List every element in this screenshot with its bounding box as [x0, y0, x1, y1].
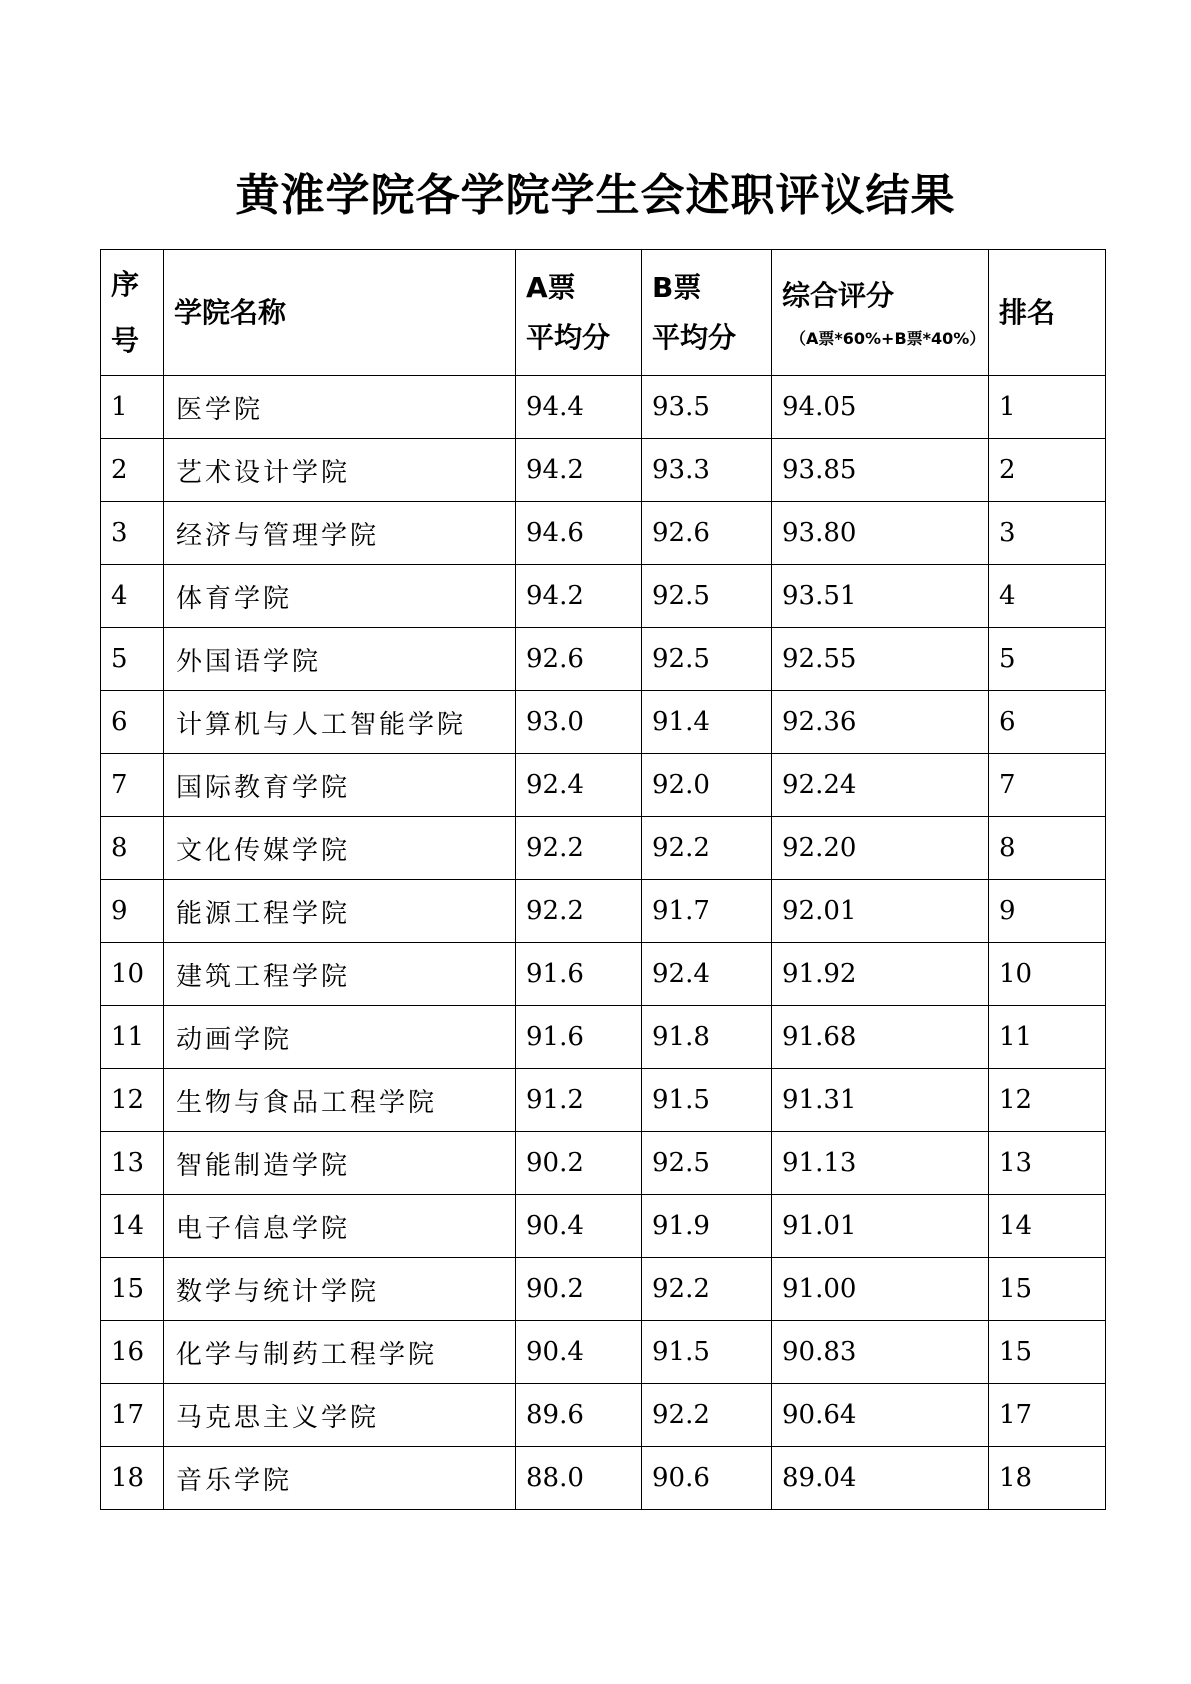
cell-rank-text: 12 — [999, 1085, 1033, 1115]
cell-b-score — [642, 754, 772, 817]
cell-rank-text: 6 — [999, 707, 1016, 737]
cell-a-score-text: 93.0 — [526, 707, 584, 737]
cell-seq — [101, 1195, 164, 1258]
header-seq-line2: 号 — [111, 323, 140, 357]
table-row — [101, 1384, 1106, 1447]
cell-a-score-text: 92.6 — [526, 644, 584, 674]
cell-college-name-text: 生物与食品工程学院 — [176, 1087, 438, 1118]
cell-seq-text: 2 — [111, 455, 128, 485]
cell-seq-text: 1 — [111, 392, 128, 422]
cell-college-name — [164, 1069, 516, 1132]
cell-a-score — [516, 502, 642, 565]
table-row — [101, 1069, 1106, 1132]
cell-total-score-text: 91.31 — [782, 1085, 857, 1115]
cell-rank-text: 15 — [999, 1337, 1033, 1367]
cell-total-score — [772, 376, 989, 439]
cell-a-score-text: 94.2 — [526, 581, 584, 611]
cell-a-score — [516, 1069, 642, 1132]
cell-college-name-text: 音乐学院 — [176, 1465, 293, 1496]
table-row — [101, 943, 1106, 1006]
cell-total-score-text: 93.51 — [782, 581, 857, 611]
cell-seq-text: 7 — [111, 770, 128, 800]
cell-college-name-text: 医学院 — [176, 394, 264, 425]
cell-b-score-text: 91.5 — [652, 1337, 710, 1367]
cell-seq — [101, 439, 164, 502]
cell-seq — [101, 1447, 164, 1510]
cell-b-score-text: 93.3 — [652, 455, 710, 485]
cell-b-score-text: 90.6 — [652, 1463, 710, 1493]
cell-rank-text: 18 — [999, 1463, 1033, 1493]
cell-a-score-text: 91.2 — [526, 1085, 584, 1115]
cell-total-score-text: 92.24 — [782, 770, 857, 800]
page-title: 黄淮学院各学院学生会述职评议结果 — [235, 170, 956, 221]
header-b-line2: 平均分 — [652, 320, 737, 354]
header-score-label: 综合评分 — [782, 278, 895, 312]
cell-total-score — [772, 439, 989, 502]
table-row — [101, 1195, 1106, 1258]
cell-b-score-text: 92.2 — [652, 833, 710, 863]
cell-seq — [101, 880, 164, 943]
cell-college-name — [164, 817, 516, 880]
cell-seq — [101, 502, 164, 565]
cell-college-name — [164, 628, 516, 691]
cell-total-score — [772, 1321, 989, 1384]
table-row — [101, 1132, 1106, 1195]
cell-rank — [989, 943, 1106, 1006]
cell-a-score-text: 88.0 — [526, 1463, 584, 1493]
cell-seq-text: 8 — [111, 833, 128, 863]
cell-total-score-text: 90.83 — [782, 1337, 857, 1367]
cell-rank-text: 5 — [999, 644, 1016, 674]
cell-total-score — [772, 754, 989, 817]
cell-seq-text: 5 — [111, 644, 128, 674]
cell-rank-text: 2 — [999, 455, 1016, 485]
cell-b-score — [642, 817, 772, 880]
cell-rank — [989, 754, 1106, 817]
cell-total-score — [772, 817, 989, 880]
cell-a-score — [516, 1132, 642, 1195]
cell-college-name-text: 电子信息学院 — [176, 1213, 351, 1244]
cell-college-name — [164, 943, 516, 1006]
cell-a-score — [516, 1447, 642, 1510]
header-a-score — [516, 250, 642, 376]
header-a-line2: 平均分 — [526, 320, 611, 354]
cell-b-score — [642, 1447, 772, 1510]
cell-total-score — [772, 691, 989, 754]
cell-seq — [101, 817, 164, 880]
cell-seq — [101, 1321, 164, 1384]
cell-college-name-text: 动画学院 — [176, 1024, 293, 1055]
cell-rank — [989, 439, 1106, 502]
cell-rank-text: 9 — [999, 896, 1016, 926]
cell-college-name-text: 文化传媒学院 — [176, 835, 351, 866]
cell-b-score — [642, 376, 772, 439]
cell-total-score — [772, 1258, 989, 1321]
cell-total-score — [772, 1006, 989, 1069]
cell-seq — [101, 943, 164, 1006]
cell-a-score — [516, 817, 642, 880]
cell-a-score — [516, 691, 642, 754]
cell-college-name — [164, 1132, 516, 1195]
table-row — [101, 439, 1106, 502]
cell-total-score-text: 91.01 — [782, 1211, 857, 1241]
header-row — [101, 250, 1106, 376]
cell-b-score — [642, 439, 772, 502]
cell-college-name-text: 智能制造学院 — [176, 1150, 351, 1181]
cell-b-score-text: 91.8 — [652, 1022, 710, 1052]
cell-a-score-text: 90.2 — [526, 1148, 584, 1178]
cell-rank-text: 8 — [999, 833, 1016, 863]
cell-college-name — [164, 1195, 516, 1258]
cell-a-score-text: 92.4 — [526, 770, 584, 800]
cell-rank — [989, 1069, 1106, 1132]
cell-b-score-text: 92.2 — [652, 1400, 710, 1430]
cell-a-score — [516, 1006, 642, 1069]
cell-total-score-text: 92.01 — [782, 896, 857, 926]
cell-rank — [989, 565, 1106, 628]
cell-rank-text: 10 — [999, 959, 1033, 989]
cell-b-score — [642, 628, 772, 691]
cell-b-score-text: 91.4 — [652, 707, 710, 737]
header-b-line1: B票 — [652, 270, 702, 304]
cell-total-score — [772, 502, 989, 565]
cell-rank — [989, 628, 1106, 691]
table-row — [101, 1258, 1106, 1321]
cell-b-score — [642, 1195, 772, 1258]
cell-total-score-text: 92.36 — [782, 707, 857, 737]
cell-a-score — [516, 880, 642, 943]
cell-college-name-text: 建筑工程学院 — [176, 961, 351, 992]
cell-a-score-text: 90.4 — [526, 1211, 584, 1241]
cell-total-score-text: 91.13 — [782, 1148, 857, 1178]
cell-a-score — [516, 1321, 642, 1384]
cell-college-name-text: 艺术设计学院 — [176, 457, 351, 488]
cell-rank — [989, 880, 1106, 943]
cell-b-score-text: 91.9 — [652, 1211, 710, 1241]
cell-b-score — [642, 691, 772, 754]
header-seq-line1: 序 — [111, 267, 140, 301]
cell-seq-text: 9 — [111, 896, 128, 926]
cell-a-score — [516, 628, 642, 691]
cell-total-score-text: 91.00 — [782, 1274, 857, 1304]
cell-college-name — [164, 502, 516, 565]
cell-college-name-text: 计算机与人工智能学院 — [176, 709, 467, 740]
cell-rank — [989, 502, 1106, 565]
cell-a-score — [516, 1384, 642, 1447]
cell-college-name — [164, 880, 516, 943]
cell-b-score — [642, 1006, 772, 1069]
cell-total-score-text: 92.55 — [782, 644, 857, 674]
cell-rank-text: 7 — [999, 770, 1016, 800]
cell-b-score-text: 92.4 — [652, 959, 710, 989]
cell-total-score-text: 90.64 — [782, 1400, 857, 1430]
header-rank-label: 排名 — [999, 295, 1056, 329]
cell-college-name-text: 马克思主义学院 — [176, 1402, 380, 1433]
cell-seq — [101, 1006, 164, 1069]
cell-seq-text: 4 — [111, 581, 128, 611]
cell-seq — [101, 1069, 164, 1132]
cell-a-score-text: 89.6 — [526, 1400, 584, 1430]
cell-rank — [989, 691, 1106, 754]
table-row — [101, 880, 1106, 943]
cell-college-name — [164, 1258, 516, 1321]
table-row — [101, 502, 1106, 565]
cell-college-name — [164, 376, 516, 439]
cell-college-name-text: 体育学院 — [176, 583, 293, 614]
cell-college-name-text: 化学与制药工程学院 — [176, 1339, 438, 1370]
cell-total-score — [772, 1195, 989, 1258]
table-row — [101, 817, 1106, 880]
cell-rank-text: 14 — [999, 1211, 1033, 1241]
header-total-score — [772, 250, 989, 376]
cell-total-score — [772, 1132, 989, 1195]
cell-rank — [989, 376, 1106, 439]
cell-total-score — [772, 943, 989, 1006]
cell-a-score-text: 94.6 — [526, 518, 584, 548]
cell-college-name — [164, 1384, 516, 1447]
results-table — [100, 249, 1106, 1510]
cell-seq-text: 17 — [111, 1400, 145, 1430]
cell-b-score-text: 92.6 — [652, 518, 710, 548]
cell-rank-text: 15 — [999, 1274, 1033, 1304]
cell-seq — [101, 1384, 164, 1447]
cell-total-score-text: 94.05 — [782, 392, 857, 422]
cell-b-score-text: 91.5 — [652, 1085, 710, 1115]
cell-total-score — [772, 565, 989, 628]
cell-rank-text: 1 — [999, 392, 1016, 422]
cell-seq — [101, 1258, 164, 1321]
table-row — [101, 691, 1106, 754]
cell-seq-text: 6 — [111, 707, 128, 737]
cell-rank — [989, 1384, 1106, 1447]
cell-b-score — [642, 565, 772, 628]
cell-b-score — [642, 943, 772, 1006]
cell-b-score — [642, 1069, 772, 1132]
header-a-line1: A票 — [526, 270, 576, 304]
cell-b-score-text: 92.5 — [652, 581, 710, 611]
cell-b-score-text: 92.5 — [652, 1148, 710, 1178]
cell-total-score — [772, 628, 989, 691]
cell-seq — [101, 565, 164, 628]
header-name-label: 学院名称 — [174, 295, 287, 329]
cell-a-score — [516, 1195, 642, 1258]
cell-rank-text: 3 — [999, 518, 1016, 548]
cell-b-score-text: 92.0 — [652, 770, 710, 800]
cell-rank — [989, 1195, 1106, 1258]
cell-seq-text: 11 — [111, 1022, 145, 1052]
cell-a-score — [516, 439, 642, 502]
cell-a-score — [516, 1258, 642, 1321]
cell-college-name — [164, 1447, 516, 1510]
cell-total-score-text: 92.20 — [782, 833, 857, 863]
cell-seq — [101, 628, 164, 691]
table-row — [101, 754, 1106, 817]
cell-seq-text: 12 — [111, 1085, 145, 1115]
cell-rank-text: 11 — [999, 1022, 1033, 1052]
cell-seq-text: 16 — [111, 1337, 145, 1367]
cell-b-score — [642, 1321, 772, 1384]
table-row — [101, 628, 1106, 691]
cell-total-score-text: 93.85 — [782, 455, 857, 485]
cell-b-score-text: 93.5 — [652, 392, 710, 422]
cell-seq-text: 15 — [111, 1274, 145, 1304]
cell-college-name-text: 经济与管理学院 — [176, 520, 380, 551]
cell-college-name-text: 数学与统计学院 — [176, 1276, 380, 1307]
cell-college-name-text: 国际教育学院 — [176, 772, 351, 803]
cell-a-score-text: 94.2 — [526, 455, 584, 485]
table-row — [101, 376, 1106, 439]
cell-total-score — [772, 880, 989, 943]
cell-a-score-text: 90.4 — [526, 1337, 584, 1367]
header-seq — [101, 250, 164, 376]
cell-b-score-text: 92.2 — [652, 1274, 710, 1304]
cell-rank — [989, 1258, 1106, 1321]
cell-seq-text: 10 — [111, 959, 145, 989]
cell-seq — [101, 691, 164, 754]
cell-seq — [101, 1132, 164, 1195]
cell-college-name — [164, 1006, 516, 1069]
cell-b-score-text: 91.7 — [652, 896, 710, 926]
cell-b-score — [642, 1258, 772, 1321]
header-name — [164, 250, 516, 376]
cell-college-name — [164, 565, 516, 628]
cell-a-score-text: 91.6 — [526, 1022, 584, 1052]
cell-college-name — [164, 439, 516, 502]
cell-a-score-text: 90.2 — [526, 1274, 584, 1304]
cell-total-score-text: 89.04 — [782, 1463, 857, 1493]
cell-rank-text: 17 — [999, 1400, 1033, 1430]
cell-total-score-text: 93.80 — [782, 518, 857, 548]
cell-total-score — [772, 1384, 989, 1447]
cell-total-score-text: 91.68 — [782, 1022, 857, 1052]
cell-total-score-text: 91.92 — [782, 959, 857, 989]
header-score-formula: （A票*60%+B票*40%） — [790, 328, 986, 348]
table-row — [101, 565, 1106, 628]
table-row — [101, 1006, 1106, 1069]
cell-b-score — [642, 880, 772, 943]
cell-b-score — [642, 1384, 772, 1447]
cell-rank-text: 13 — [999, 1148, 1033, 1178]
cell-a-score — [516, 376, 642, 439]
cell-rank-text: 4 — [999, 581, 1016, 611]
cell-rank — [989, 1447, 1106, 1510]
cell-a-score — [516, 565, 642, 628]
cell-a-score-text: 91.6 — [526, 959, 584, 989]
cell-a-score-text: 94.4 — [526, 392, 584, 422]
cell-college-name — [164, 754, 516, 817]
cell-seq-text: 3 — [111, 518, 128, 548]
cell-a-score-text: 92.2 — [526, 833, 584, 863]
cell-college-name — [164, 1321, 516, 1384]
cell-rank — [989, 1321, 1106, 1384]
cell-seq — [101, 376, 164, 439]
cell-b-score — [642, 502, 772, 565]
table-row — [101, 1447, 1106, 1510]
cell-a-score — [516, 943, 642, 1006]
table-row — [101, 1321, 1106, 1384]
cell-rank — [989, 1006, 1106, 1069]
header-b-score — [642, 250, 772, 376]
cell-rank — [989, 1132, 1106, 1195]
cell-seq-text: 18 — [111, 1463, 145, 1493]
cell-college-name — [164, 691, 516, 754]
cell-college-name-text: 能源工程学院 — [176, 898, 351, 929]
cell-rank — [989, 817, 1106, 880]
cell-b-score — [642, 1132, 772, 1195]
table-body — [101, 376, 1106, 1510]
cell-seq-text: 14 — [111, 1211, 145, 1241]
header-rank — [989, 250, 1106, 376]
cell-a-score — [516, 754, 642, 817]
cell-total-score — [772, 1447, 989, 1510]
cell-seq-text: 13 — [111, 1148, 145, 1178]
cell-a-score-text: 92.2 — [526, 896, 584, 926]
cell-college-name-text: 外国语学院 — [176, 646, 322, 677]
cell-b-score-text: 92.5 — [652, 644, 710, 674]
cell-total-score — [772, 1069, 989, 1132]
cell-seq — [101, 754, 164, 817]
